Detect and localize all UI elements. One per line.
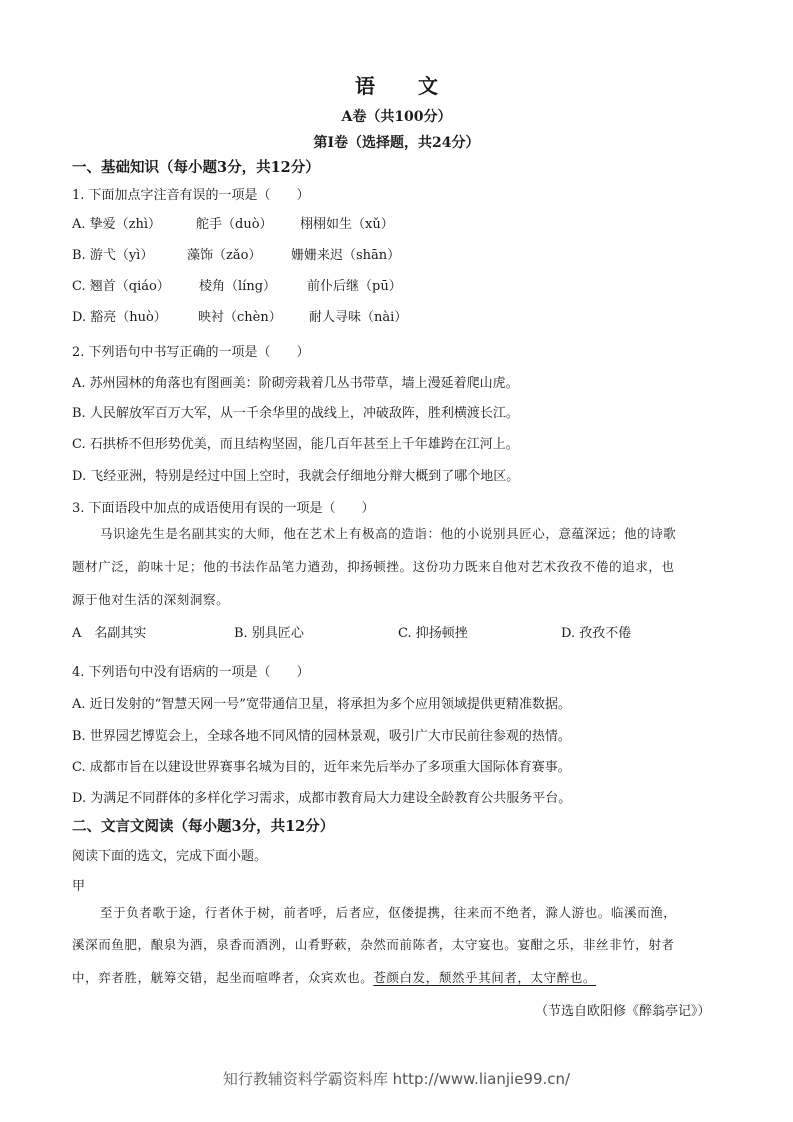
wenyan-line-1: 至于负者歌于途，行者休于树，前者呼，后者应，伛偻提携，往来而不绝者，滁人游也。临溪而渔， xyxy=(100,905,677,920)
q1-option-c-1: C. 翘首（qiáo） xyxy=(72,279,170,294)
q1-stem: 1. 下面加点字注音有误的一项是（ ） xyxy=(72,188,310,203)
passage-label: 甲 xyxy=(72,879,86,894)
q1-option-b-1: B. 游弋（yì） xyxy=(72,248,154,263)
q3-option-b: B. 别具匠心 xyxy=(234,626,304,641)
q1-option-d-2: 映衬（chèn） xyxy=(198,310,282,325)
q1-option-c-2: 棱角（líng） xyxy=(199,279,277,294)
q1-option-b-3: 姗姗来迟（shān） xyxy=(291,248,401,263)
q4-stem: 4. 下列语句中没有语病的一项是（ ） xyxy=(72,665,310,680)
q3-option-d: D. 孜孜不倦 xyxy=(561,626,632,641)
section1-heading: 一、基础知识（每小题3分，共12分） xyxy=(72,159,320,176)
wenyan-line-3-text: 中，弈者胜，觥筹交错，起坐而喧哗者，众宾欢也。 xyxy=(72,970,374,985)
q2-option-d: D. 飞经亚洲，特别是经过中国上空时，我就会仔细地分辩大概到了哪个地区。 xyxy=(72,469,520,484)
q3-stem: 3. 下面语段中加点的成语使用有误的一项是（ ） xyxy=(72,501,375,516)
q1-option-d-1: D. 豁亮（huò） xyxy=(72,310,167,325)
q3-passage-line-3: 源于他对生活的深刻洞察。 xyxy=(72,592,230,607)
footer-watermark: 知行教辅资料学霸资料库 http://www.lianjie99.cn/ xyxy=(222,1070,571,1088)
q4-option-b: B. 世界园艺博览会上，全球各地不同风情的园林景观，吸引广大市民前往参观的热情。 xyxy=(72,729,571,744)
section2-heading: 二、文言文阅读（每小题3分，共12分） xyxy=(72,818,335,835)
q3-option-a: A 名副其实 xyxy=(72,626,147,641)
q4-option-d: D. 为满足不同群体的多样化学习需求，成都市教育局大力建设全龄教育公共服务平台。 xyxy=(72,791,572,806)
q3-passage-line-1: 马识途先生是名副其实的大师，他在艺术上有极高的造诣：他的小说别具匠心，意蕴深远；他的诗歌 xyxy=(100,526,677,541)
q1-option-a-3: 栩栩如生（xǔ） xyxy=(300,217,394,232)
q1-option-a-2: 舵手（duò） xyxy=(196,217,273,232)
q1-option-d-3: 耐人寻味（nài） xyxy=(309,310,408,325)
page-title: 语 文 xyxy=(355,74,456,98)
q1-option-a-1: A. 挚爱（zhì） xyxy=(72,217,162,232)
q2-stem: 2. 下列语句中书写正确的一项是（ ） xyxy=(72,345,310,360)
section2-instruction: 阅读下面的选文，完成下面小题。 xyxy=(72,849,268,864)
q2-option-b: B. 人民解放军百万大军，从一千余华里的战线上，冲破敌阵，胜利横渡长江。 xyxy=(72,406,519,421)
q1-option-b-2: 藻饰（zǎo） xyxy=(187,248,262,263)
q3-option-c: C. 抑扬顿挫 xyxy=(398,626,468,641)
volume-a-heading: A卷（共100分） xyxy=(341,109,452,125)
q4-option-c: C. 成都市旨在以建设世界赛事名城为目的，近年来先后举办了多项重大国际体育赛事。 xyxy=(72,760,571,775)
passage-source: （节选自欧阳修《醉翁亭记》） xyxy=(535,1004,711,1019)
wenyan-line-2: 溪深而鱼肥，酿泉为酒，泉香而酒洌，山肴野蔌，杂然而前陈者，太守宴也。宴酣之乐，非丝非竹，射者 xyxy=(72,937,675,952)
volume-1-heading: 第Ⅰ卷（选择题，共24分） xyxy=(313,135,480,151)
q1-option-c-3: 前仆后继（pū） xyxy=(307,279,402,294)
q2-option-c: C. 石拱桥不但形势优美，而且结构坚固，能几百年甚至上千年雄跨在江河上。 xyxy=(72,437,519,452)
q2-option-a: A. 苏州园林的角落也有图画美：阶砌旁栽着几丛书带草，墙上漫延着爬山虎。 xyxy=(72,376,519,391)
wenyan-line-3 xyxy=(72,968,596,986)
underlined-sentence: 苍颜白发，颓然乎其间者，太守醉也。 xyxy=(373,970,597,985)
q4-option-a: A. 近日发射的“智慧天网一号”宽带通信卫星，将承担为多个应用领域提供更精准数据。 xyxy=(72,697,571,712)
q3-passage-line-2: 题材广泛，韵味十足；他的书法作品笔力遒劲，抑扬顿挫。这份功力既来自他对艺术孜孜不倦的追求，也 xyxy=(72,559,675,574)
